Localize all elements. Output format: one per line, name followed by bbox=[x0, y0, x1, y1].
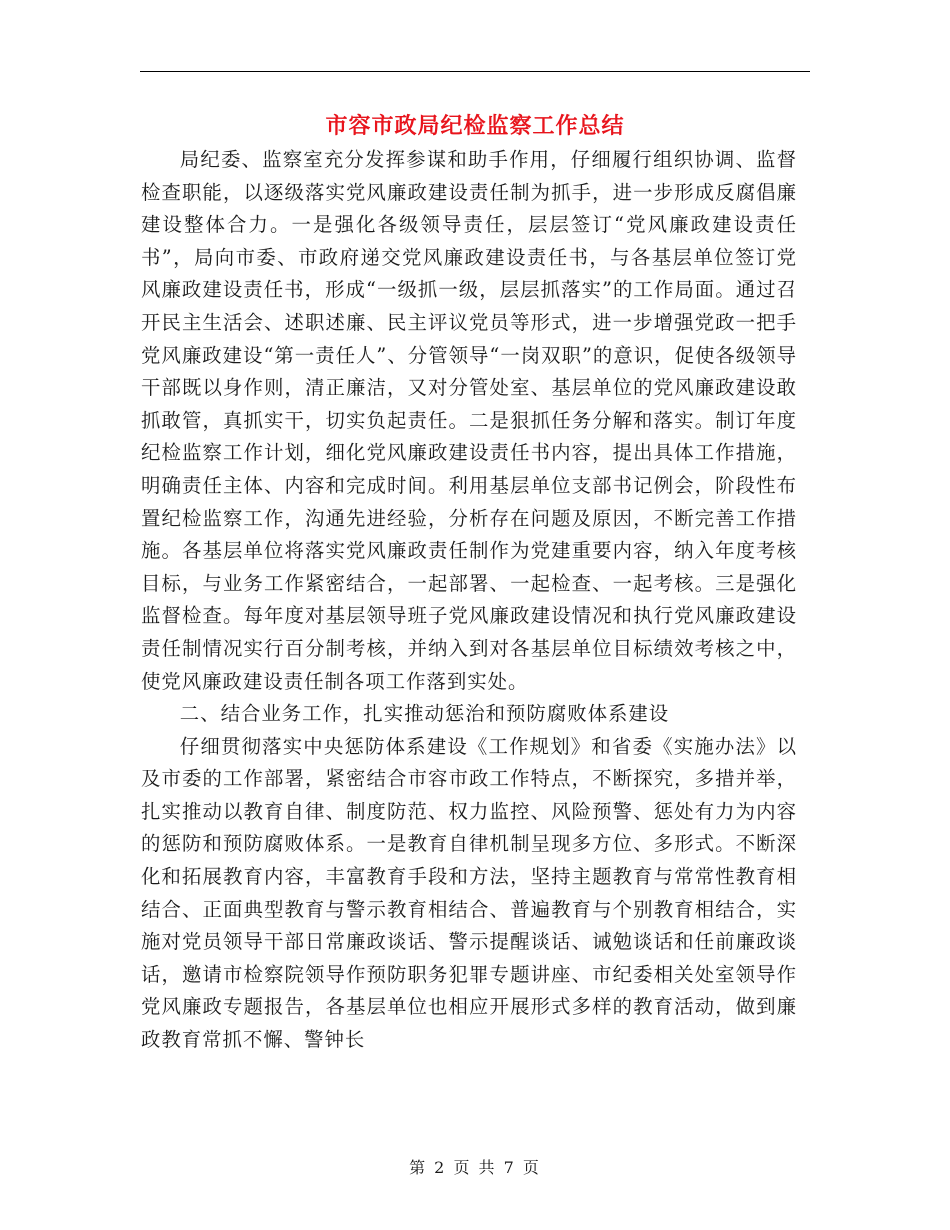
paragraph-1: 局纪委、监察室充分发挥参谋和助手作用，仔细履行组织协调、监督检查职能，以逐级落实党风廉政建设责任制为抓手，进一步形成反腐倡廉建设整体合力。一是强化各级领导责任，层层签订“党风廉政建设责任书”，局向市委、市政府递交党风廉政建设责任书，与各基层单位签订党风廉政建设责任书，形成“一级抓一级，层层抓落实”的工作局面。通过召开民主生活会、述职述廉、民主评议党员等形式，进一步增强党政一把手党风廉政建设“第一责任人”、分管领导“一岗双职”的意识，促使各级领导干部既以身作则，清正廉洁，又对分管处室、基层单位的党风廉政建设敢抓敢管，真抓实干，切实负起责任。二是狠抓任务分解和落实。制订年度纪检监察工作计划，细化党风廉政建设责任书内容，提出具体工作措施，明确责任主体、内容和完成时间。利用基层单位支部书记例会，阶段性布置纪检监察工作，沟通先进经验，分析存在问题及原因，不断完善工作措施。各基层单位将落实党风廉政责任制作为党建重要内容，纳入年度考核目标，与业务工作紧密结合，一起部署、一起检查、一起考核。三是强化监督检查。每年度对基层领导班子党风廉政建设情况和执行党风廉政建设责任制情况实行百分制考核，并纳入到对各基层单位目标绩效考核之中，使党风廉政建设责任制各项工作落到实处。 bbox=[141, 148, 797, 693]
section-heading-2: 二、结合业务工作，扎实推动惩治和预防腐败体系建设 bbox=[179, 702, 670, 726]
header-rule bbox=[140, 71, 810, 72]
document-title: 市容市政局纪检监察工作总结 bbox=[325, 113, 625, 139]
document-body bbox=[141, 144, 797, 1057]
page-number: 第 2 页 共 7 页 bbox=[409, 1158, 541, 1177]
paragraph-3: 仔细贯彻落实中央惩防体系建设《工作规划》和省委《实施办法》以及市委的工作部署，紧密结合市容市政工作特点，不断探究，多措并举，扎实推动以教育自律、制度防范、权力监控、风险预警、惩处有力为内容的惩防和预防腐败体系。一是教育自律机制呈现多方位、多形式。不断深化和拓展教育内容，丰富教育手段和方法，坚持主题教育与常常性教育相结合、正面典型教育与警示教育相结合、普遍教育与个别教育相结合，实施对党员领导干部日常廉政谈话、警示提醒谈话、诫勉谈话和任前廉政谈话，邀请市检察院领导作预防职务犯罪专题讲座、市纪委相关处室领导作党风廉政专题报告，各基层单位也相应开展形式多样的教育活动，做到廉政教育常抓不懈、警钟长 bbox=[141, 734, 797, 1052]
